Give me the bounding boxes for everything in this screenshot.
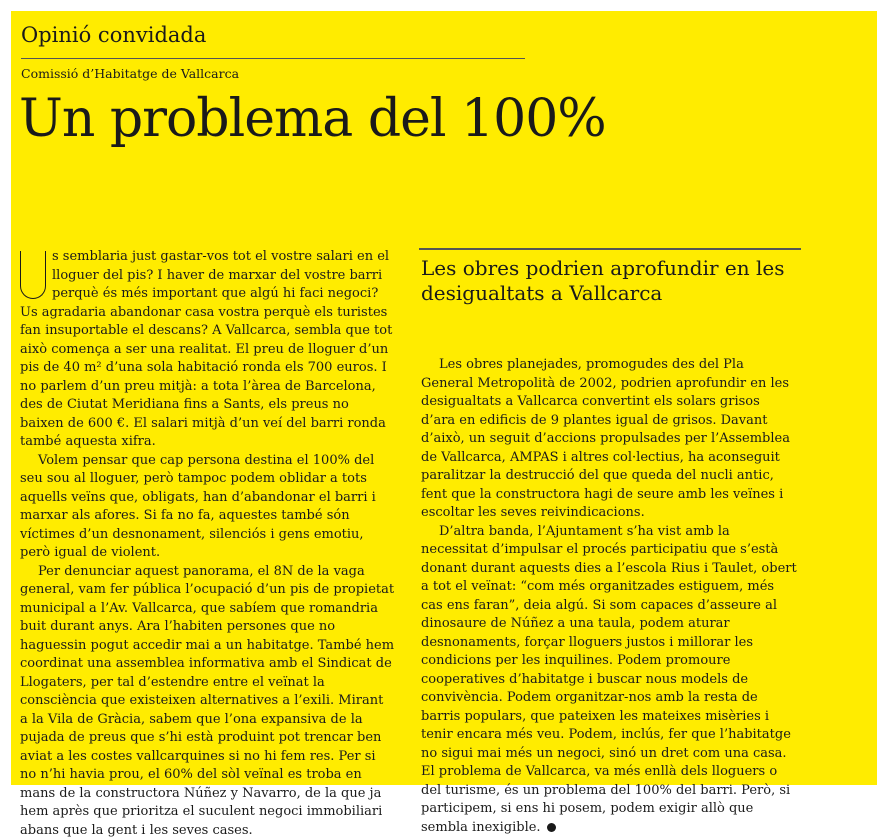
- article-paragraph: Per denunciar aquest panorama, el 8N de la vaga general, vam fer pública l’ocupació d’un pis de propietat municipal a l’Av. Vallcarca, que sabíem que romandria buit durant anys. Ara l’habiten persones que no haguessin pogut accedir mai a un habitatge. També hem coordinat una assemblea informativa amb el Sindicat de Llogaters, per tal d’estendre entre el veïnat la consciència que existeixen alternatives a l’exili. Mirant a la Vila de Gràcia, sabem que l’ona expansiva de la pujada de preus que s’hi està produint pot trencar ben aviat a les costes vallcarquines si no hi fem res. Per si no n’hi havia prou, el 60% del sòl veïnal es troba en mans de la constructora Núñez y Navarro, de la que ja hem après que prioritza el suculent negoci immobiliari abans que la gent i les seves cases.: [20, 563, 395, 840]
- article-paragraph: D’altra banda, l’Ajuntament s’ha vist amb la necessitat d’impulsar el procés participatiu que s’està donant durant aquests dies a l’escola Rius i Taulet, obert a tot el veïnat: “com més organitzades estiguem, més cas ens faran”, deia algú. Si som capaces d’asseure al dinosaure de Núñez a una taula, podem aturar desnonaments, forçar lloguers justos i millorar les condicions per les inquilines. Podem promoure cooperatives d’habitatge i buscar nous models de convivència. Podem organitzar-nos amb la resta de barris populars, que pateixen les mateixes misèries i tenir encara més veu. Podem, inclús, fer que l’habitatge no sigui mai més un negoci, sinó un dret com una casa. El problema de Vallcarca, va més enllà dels lloguers o del turisme, és un problema del 100% del barri. Però, si participem, si ens hi posem, podem exigir allò que sembla inexigible.: [421, 523, 797, 838]
- pullquote-rule: [419, 248, 801, 250]
- article-page: [11, 11, 877, 785]
- header-rule: [21, 58, 525, 59]
- section-label: Opinió convidada: [21, 23, 206, 47]
- article-headline: Un problema del 100%: [19, 89, 606, 149]
- article-paragraph: s semblaria just gastar-vos tot el vostre salari en el lloguer del pis? I haver de marxar del vostre barri perquè és més important que algú hi faci negoci? Us agradaria abandonar casa vostra perquè els turistes fan insuportable el descans? A Vallcarca, sembla que tot això comença a ser una realitat. El preu de lloguer d’un pis de 40 m² d’una sola habitació ronda els 700 euros. I no parlem d’un preu mitjà: a tota l’àrea de Barcelona, des de Ciutat Meridiana fins a Sants, els preus no baixen de 600 €. El salari mitjà d’un veí del barri ronda també aquesta xifra.: [20, 248, 395, 452]
- drop-cap-u: [20, 251, 46, 299]
- article-column-left: [20, 248, 395, 840]
- article-paragraph: Les obres planejades, promogudes des del Pla General Metropolità de 2002, podrien aprofundir en les desigualtats a Vallcarca convertint els solars grisos d’ara en edificis de 9 plantes igual de grisos. Davant d’això, un seguit d’accions propulsades per l’Assemblea de Vallcarca, AMPAS i altres col·lectius, ha aconseguit paralitzar la destrucció del que queda del nucli antic, fent que la constructora hagi de seure amb les veïnes i escoltar les seves reivindicacions.: [421, 356, 797, 523]
- author-byline: Comissió d’Habitatge de Vallcarca: [21, 66, 239, 81]
- end-mark-icon: [547, 823, 556, 832]
- pullquote: Les obres podrien aprofundir en les desigualtats a Vallcarca: [421, 256, 799, 306]
- article-column-right: [421, 356, 797, 837]
- article-paragraph: Volem pensar que cap persona destina el 100% del seu sou al lloguer, però tampoc podem oblidar a tots aquells veïns que, obligats, han d’abandonar el barri i marxar als afores. Si fa no fa, aquestes també són víctimes d’un desnonament, silenciós i gens emotiu, però igual de violent.: [20, 452, 395, 563]
